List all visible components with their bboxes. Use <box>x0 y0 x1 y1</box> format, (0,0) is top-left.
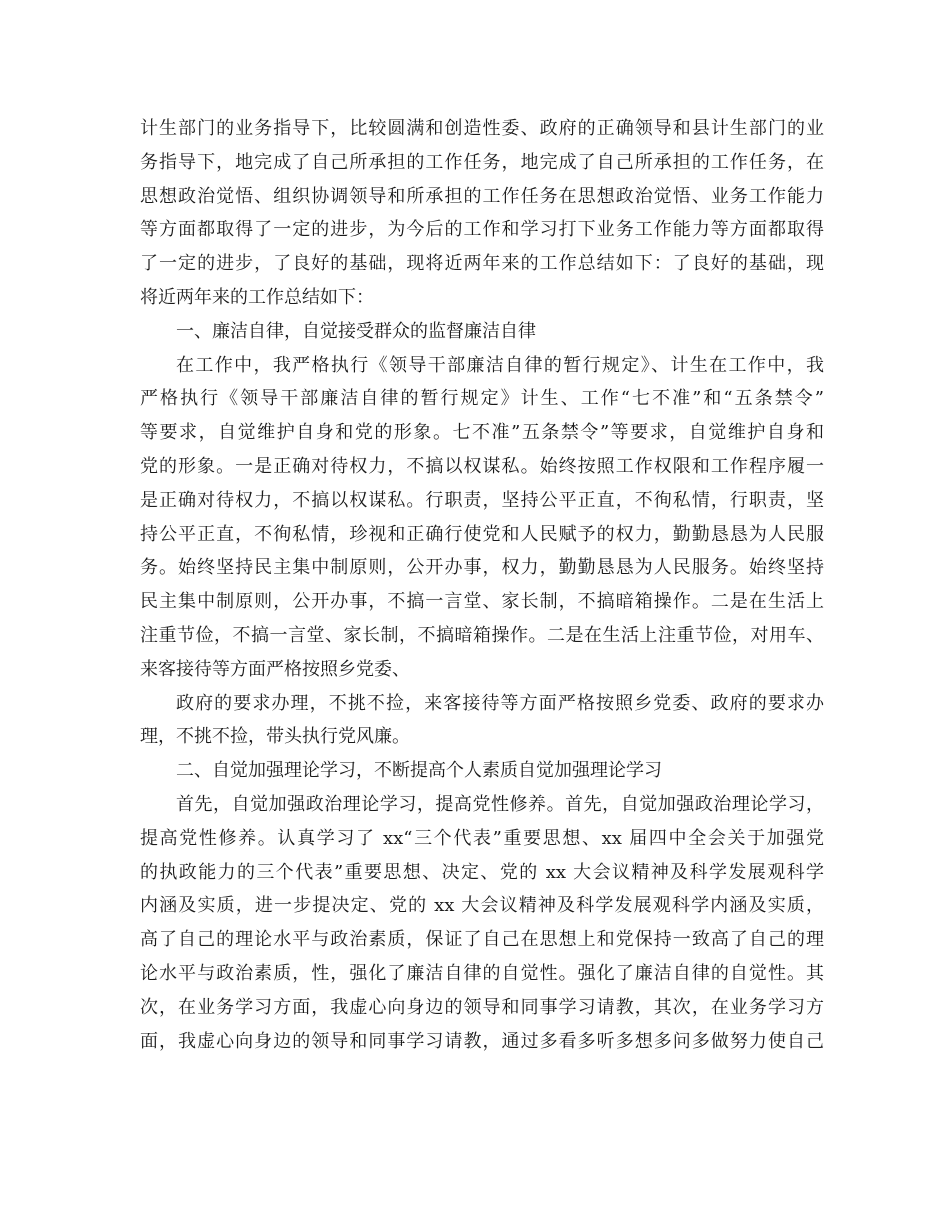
text-line: 次，在业务学习方面，我虚心向身边的领导和同事学习请教，其次，在业务学习方 <box>140 996 824 1018</box>
text-line: 思想政治觉悟、组织协调领导和所承担的工作任务在思想政治觉悟、业务工作能力 <box>140 185 824 207</box>
text-line: 务指导下，地完成了自己所承担的工作任务，地完成了自己所承担的工作任务，在 <box>140 151 824 173</box>
text-line: 高了自己的理论水平与政治素质，保证了自己在思想上和党保持一致高了自己的理 <box>140 929 824 951</box>
text-line: 注重节俭，不搞一言堂、家长制，不搞暗箱操作。二是在生活上注重节俭，对用车、 <box>140 624 824 646</box>
text-line: 等方面都取得了一定的进步，为今后的工作和学习打下业务工作能力等方面都取得 <box>140 219 824 241</box>
text-line: 政府的要求办理，不挑不捡，来客接待等方面严格按照乡党委、政府的要求办 <box>176 692 824 714</box>
text-line: 党的形象。一是正确对待权力，不搞以权谋私。始终按照工作权限和工作程序履一 <box>140 455 824 477</box>
text-line: 二、自觉加强理论学习，不断提高个人素质自觉加强理论学习 <box>176 760 662 782</box>
text-line: 严格执行《领导干部廉洁自律的暂行规定》计生、工作“七不准”和“五条禁令” <box>140 388 824 410</box>
text-line: 论水平与政治素质，性，强化了廉洁自律的自觉性。强化了廉洁自律的自觉性。其 <box>140 962 824 984</box>
text-line: 民主集中制原则，公开办事，不搞一言堂、家长制，不搞暗箱操作。二是在生活上 <box>140 591 824 613</box>
text-line: 持公平正直，不徇私情，珍视和正确行使党和人民赋予的权力，勤勤恳恳为人民服 <box>140 523 824 545</box>
text-line: 一、廉洁自律，自觉接受群众的监督廉洁自律 <box>176 320 536 342</box>
document-page <box>140 112 824 1058</box>
text-line: 务。始终坚持民主集中制原则，公开办事，权力，勤勤恳恳为人民服务。始终坚持 <box>140 557 824 579</box>
text-line: 内涵及实质，进一步提决定、党的 xx 大会议精神及科学发展观科学内涵及实质， <box>140 895 824 917</box>
text-line: 面，我虚心向身边的领导和同事学习请教，通过多看多听多想多问多做努力使自己 <box>140 1030 824 1052</box>
text-line: 首先，自觉加强政治理论学习，提高党性修养。首先，自觉加强政治理论学习， <box>176 793 824 815</box>
text-line: 在工作中，我严格执行《领导干部廉洁自律的暂行规定》、计生在工作中，我 <box>176 354 824 376</box>
text-line: 是正确对待权力，不搞以权谋私。行职责，坚持公平正直，不徇私情，行职责，坚 <box>140 489 824 511</box>
text-line: 将近两年来的工作总结如下： <box>140 286 374 308</box>
text-line: 的执政能力的三个代表”重要思想、决定、党的 xx 大会议精神及科学发展观科学 <box>140 861 824 883</box>
text-line: 等要求，自觉维护自身和党的形象。七不准”五条禁令”等要求，自觉维护自身和 <box>140 422 824 444</box>
text-line: 了一定的进步，了良好的基础，现将近两年来的工作总结如下：了良好的基础，现 <box>140 253 824 275</box>
text-line: 提高党性修养。认真学习了 xx“三个代表”重要思想、xx 届四中全会关于加强党 <box>140 827 824 849</box>
text-line: 来客接待等方面严格按照乡党委、 <box>140 658 410 680</box>
text-line: 计生部门的业务指导下，比较圆满和创造性委、政府的正确领导和县计生部门的业 <box>140 118 824 139</box>
text-line: 理，不挑不捡，带头执行党风廉。 <box>140 726 410 748</box>
